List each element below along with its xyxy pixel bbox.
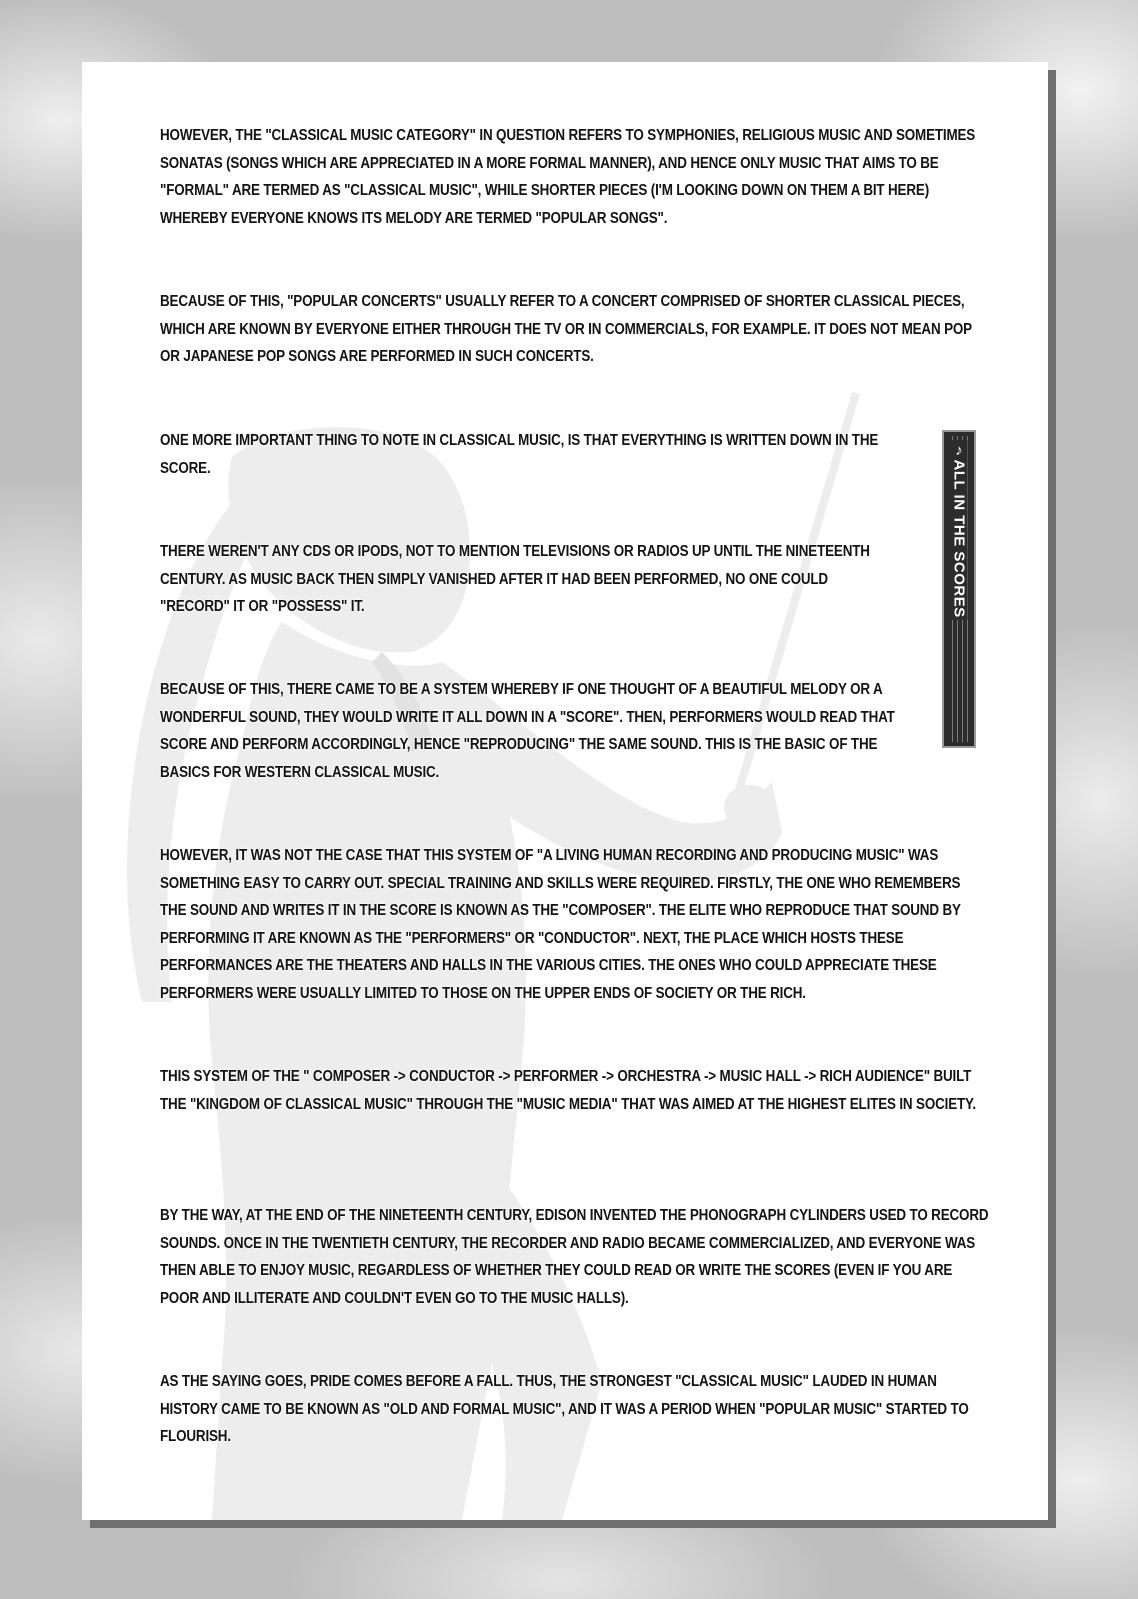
paragraph — [160, 538, 870, 621]
paragraph-text: AS THE SAYING GOES, PRIDE COMES BEFORE A FALL. THUS, THE STRONGEST "CLASSICAL MUSIC" LAUDED IN HUMAN HISTORY CAME TO BE KNOWN AS "OLD AND FORMAL MUSIC", AND IT WAS A PERIOD WHEN "POPULAR MUSIC" STARTED TO FLOURISH. — [160, 1373, 969, 1445]
paragraph-text: BECAUSE OF THIS, "POPULAR CONCERTS" USUALLY REFER TO A CONCERT COMPRISED OF SHORTER CLASSICAL PIECES, WHICH ARE KNOWN BY EVERYONE EITHER THROUGH THE TV OR IN COMMERCIALS, FOR EXAMPLE. IT DOES NOT MEAN POP OR JAPANESE POP SONGS ARE PERFORMED IN SUCH CONCERTS. — [160, 293, 972, 365]
paragraph — [160, 288, 972, 371]
paragraph-text: HOWEVER, THE "CLASSICAL MUSIC CATEGORY" IN QUESTION REFERS TO SYMPHONIES, RELIGIOUS MUSIC AND SOMETIMES SONATAS (SONGS WHICH ARE APPRECIATED IN A MORE FORMAL MANNER), AND HENCE ONLY MUSIC THAT AIMS TO BE "FORMAL" ARE TERMED AS "CLASSICAL MUSIC", WHILE SHORTER PIECES (I'M LOOKING DOWN ON THEM A BIT HERE) WHEREBY EVERYONE KNOWS ITS MELODY ARE TERMED "POPULAR SONGS". — [160, 127, 976, 227]
paragraph-text: BECAUSE OF THIS, THERE CAME TO BE A SYSTEM WHEREBY IF ONE THOUGHT OF A BEAUTIFUL MELODY OR A WONDERFUL SOUND, THEY WOULD WRITE IT ALL DOWN IN A "SCORE". THEN, PERFORMERS WOULD READ THAT SCORE AND PERFORM ACCORDINGLY, HENCE "REPRODUCING" THE SAME SOUND. THIS IS THE BASIC OF THE BASICS FOR WESTERN CLASSICAL MUSIC. — [160, 681, 895, 781]
music-note-icon: ♪ — [950, 442, 968, 460]
paragraph — [160, 842, 961, 1007]
paragraph — [160, 1368, 969, 1451]
text-page — [82, 62, 1048, 1520]
paragraph — [160, 427, 879, 482]
paragraph-text: BY THE WAY, AT THE END OF THE NINETEENTH CENTURY, EDISON INVENTED THE PHONOGRAPH CYLINDERS USED TO RECORD SOUNDS. ONCE IN THE TWENTIETH CENTURY, THE RECORDER AND RADIO BECAME COMMERCIALIZED, AND EVERYONE WAS THEN ABLE TO ENJOY MUSIC, REGARDLESS OF WHETHER THEY COULD READ OR WRITE THE SCORES (EVEN IF YOU ARE POOR AND ILLITERATE AND COULDN'T EVEN GO TO THE MUSIC HALLS). — [160, 1207, 989, 1307]
paragraph-text: HOWEVER, IT WAS NOT THE CASE THAT THIS SYSTEM OF "A LIVING HUMAN RECORDING AND PRODUCING MUSIC" WAS SOMETHING EASY TO CARRY OUT. SPECIAL TRAINING AND SKILLS WERE REQUIRED. FIRSTLY, THE ONE WHO REMEMBERS THE SOUND AND WRITES IT IN THE SCORE IS KNOWN AS THE "COMPOSER". THE ELITE WHO REPRODUCE THAT SOUND BY PERFORMING IT ARE KNOWN AS THE "PERFORMERS" OR "CONDUCTOR". NEXT, THE PLACE WHICH HOSTS THESE PERFORMANCES ARE THE THEATERS AND HALLS IN THE VARIOUS CITIES. THE ONES WHO COULD APPRECIATE THESE PERFORMERS WERE USUALLY LIMITED TO THOSE ON THE UPPER ENDS OF SOCIETY OR THE RICH. — [160, 847, 961, 1002]
section-tab-text: ALL IN THE SCORES — [950, 459, 968, 618]
section-tab-label — [951, 440, 968, 620]
paragraph — [160, 676, 895, 786]
paragraph — [160, 122, 976, 232]
paragraph-text: THERE WEREN'T ANY CDS OR IPODS, NOT TO MENTION TELEVISIONS OR RADIOS UP UNTIL THE NINETEENTH CENTURY. AS MUSIC BACK THEN SIMPLY VANISHED AFTER IT HAD BEEN PERFORMED, NO ONE COULD "RECORD" IT OR "POSSESS" IT. — [160, 543, 870, 615]
paragraph — [160, 1063, 976, 1118]
paragraph — [160, 1202, 989, 1312]
paragraph-text: ONE MORE IMPORTANT THING TO NOTE IN CLASSICAL MUSIC, IS THAT EVERYTHING IS WRITTEN DOWN IN THE SCORE. — [160, 432, 879, 477]
paragraph-text: THIS SYSTEM OF THE " COMPOSER -> CONDUCTOR -> PERFORMER -> ORCHESTRA -> MUSIC HALL -> RICH AUDIENCE" BUILT THE "KINGDOM OF CLASSICAL MUSIC" THROUGH THE "MUSIC MEDIA" THAT WAS AIMED AT THE HIGHEST ELITES IN SOCIETY. — [160, 1068, 976, 1113]
section-tab — [942, 430, 976, 748]
